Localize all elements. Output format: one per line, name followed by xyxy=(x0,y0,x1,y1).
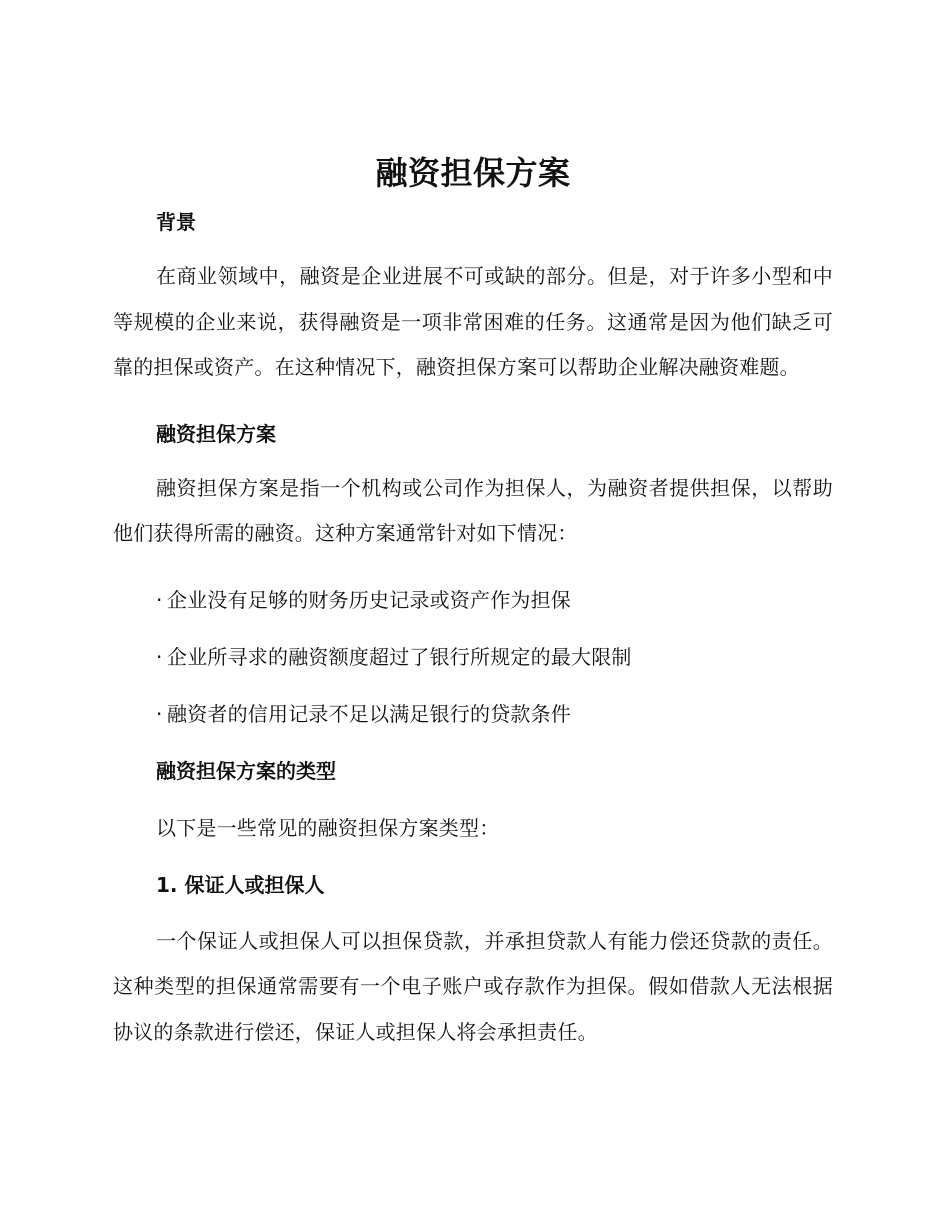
spacer xyxy=(113,842,833,871)
bullet-dot: · xyxy=(156,644,163,669)
bullet-dot: · xyxy=(156,587,163,612)
bullet-item xyxy=(113,700,833,728)
page-title: 融资担保方案 xyxy=(375,154,571,192)
spacer xyxy=(113,391,833,420)
spacer xyxy=(113,728,833,757)
scheme-paragraph: 融资担保方案是指一个机构或公司作为担保人，为融资者提供担保，以帮助他们获得所需的融资。这种方案通常针对如下情况： xyxy=(113,475,833,545)
spacer xyxy=(113,196,833,208)
scheme-heading: 融资担保方案 xyxy=(156,421,276,446)
spacer xyxy=(113,899,833,919)
bullet-dot: · xyxy=(156,701,163,726)
type1-paragraph: 一个保证人或担保人可以担保贷款，并承担贷款人有能力偿还贷款的责任。这种类型的担保通常需要有一个电子账户或存款作为担保。假如借款人无法根据协议的条款进行偿还，保证人或担保人将会承担责任。 xyxy=(113,928,833,1044)
background-heading: 背景 xyxy=(156,210,196,234)
document-content xyxy=(113,150,833,1055)
bullet-text: 企业没有足够的财务历史记录或资产作为担保 xyxy=(167,587,571,612)
background-paragraph: 在商业领域中，融资是企业进展不可或缺的部分。但是，对于许多小型和中等规模的企业来说，获得融资是一项非常困难的任务。这通常是因为他们缺乏可靠的担保或资产。在这种情况下，融资担保方案可以帮助企业解决融资难题。 xyxy=(113,264,833,379)
bullet-text: 融资者的信用记录不足以满足银行的贷款条件 xyxy=(167,701,571,726)
spacer xyxy=(113,785,833,814)
spacer xyxy=(113,448,833,466)
spacer xyxy=(113,557,833,586)
spacer xyxy=(113,614,833,643)
bullet-text: 企业所寻求的融资额度超过了银行所规定的最大限制 xyxy=(167,644,632,669)
bullet-item xyxy=(113,586,833,614)
spacer xyxy=(113,671,833,700)
spacer xyxy=(113,236,833,254)
types-heading: 融资担保方案的类型 xyxy=(156,758,336,783)
types-intro: 以下是一些常见的融资担保方案类型： xyxy=(156,815,500,840)
type1-heading: 1. 保证人或担保人 xyxy=(156,872,325,897)
bullet-item xyxy=(113,643,833,671)
